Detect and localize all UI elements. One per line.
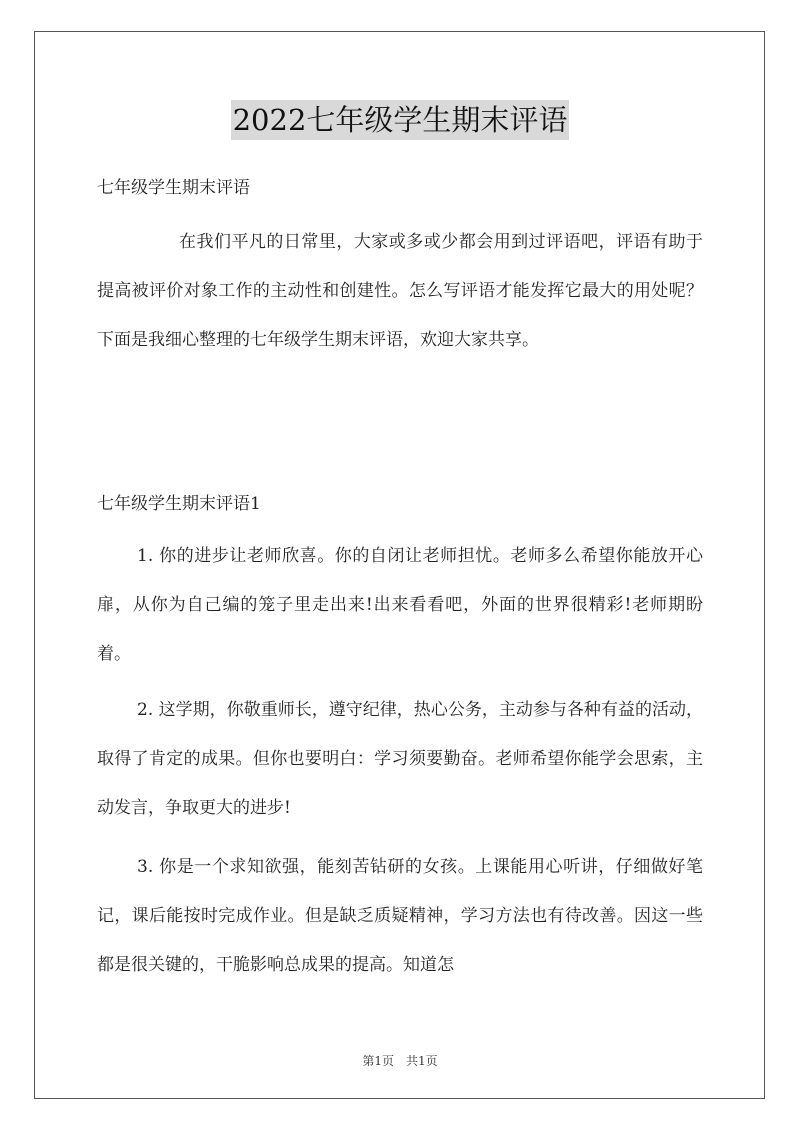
title-container [0,100,800,140]
comment-item-3: 3. 你是一个求知欲强，能刻苦钻研的女孩。上课能用心听讲，仔细做好笔记，课后能按时完成作业。但是缺乏质疑精神，学习方法也有待改善。因这一些都是很关键的，干脆影响总成果的提高。知道怎 [97,857,703,975]
document-subtitle: 七年级学生期末评语 [97,178,250,198]
comment-item-2: 2. 这学期，你敬重师长，遵守纪律，热心公务，主动参与各种有益的活动，取得了肯定的成果。但你也要明白：学习须要勤奋。老师希望你能学会思索，主动发言，争取更大的进步! [97,700,703,818]
page-footer: 第1页 共1页 [362,1054,438,1068]
intro-paragraph: 在我们平凡的日常里，大家或多或少都会用到过评语吧，评语有助于提高被评价对象工作的主动性和创建性。怎么写评语才能发挥它最大的用处呢？下面是我细心整理的七年级学生期末评语，欢迎大家共享。 [97,232,703,350]
section-heading: 七年级学生期末评语1 [97,494,261,514]
document-title: 2022七年级学生期末评语 [231,100,570,140]
comment-item-1: 1. 你的进步让老师欣喜。你的自闭让老师担忧。老师多么希望你能放开心扉，从你为自己编的笼子里走出来!出来看看吧，外面的世界很精彩!老师期盼着。 [97,546,703,664]
